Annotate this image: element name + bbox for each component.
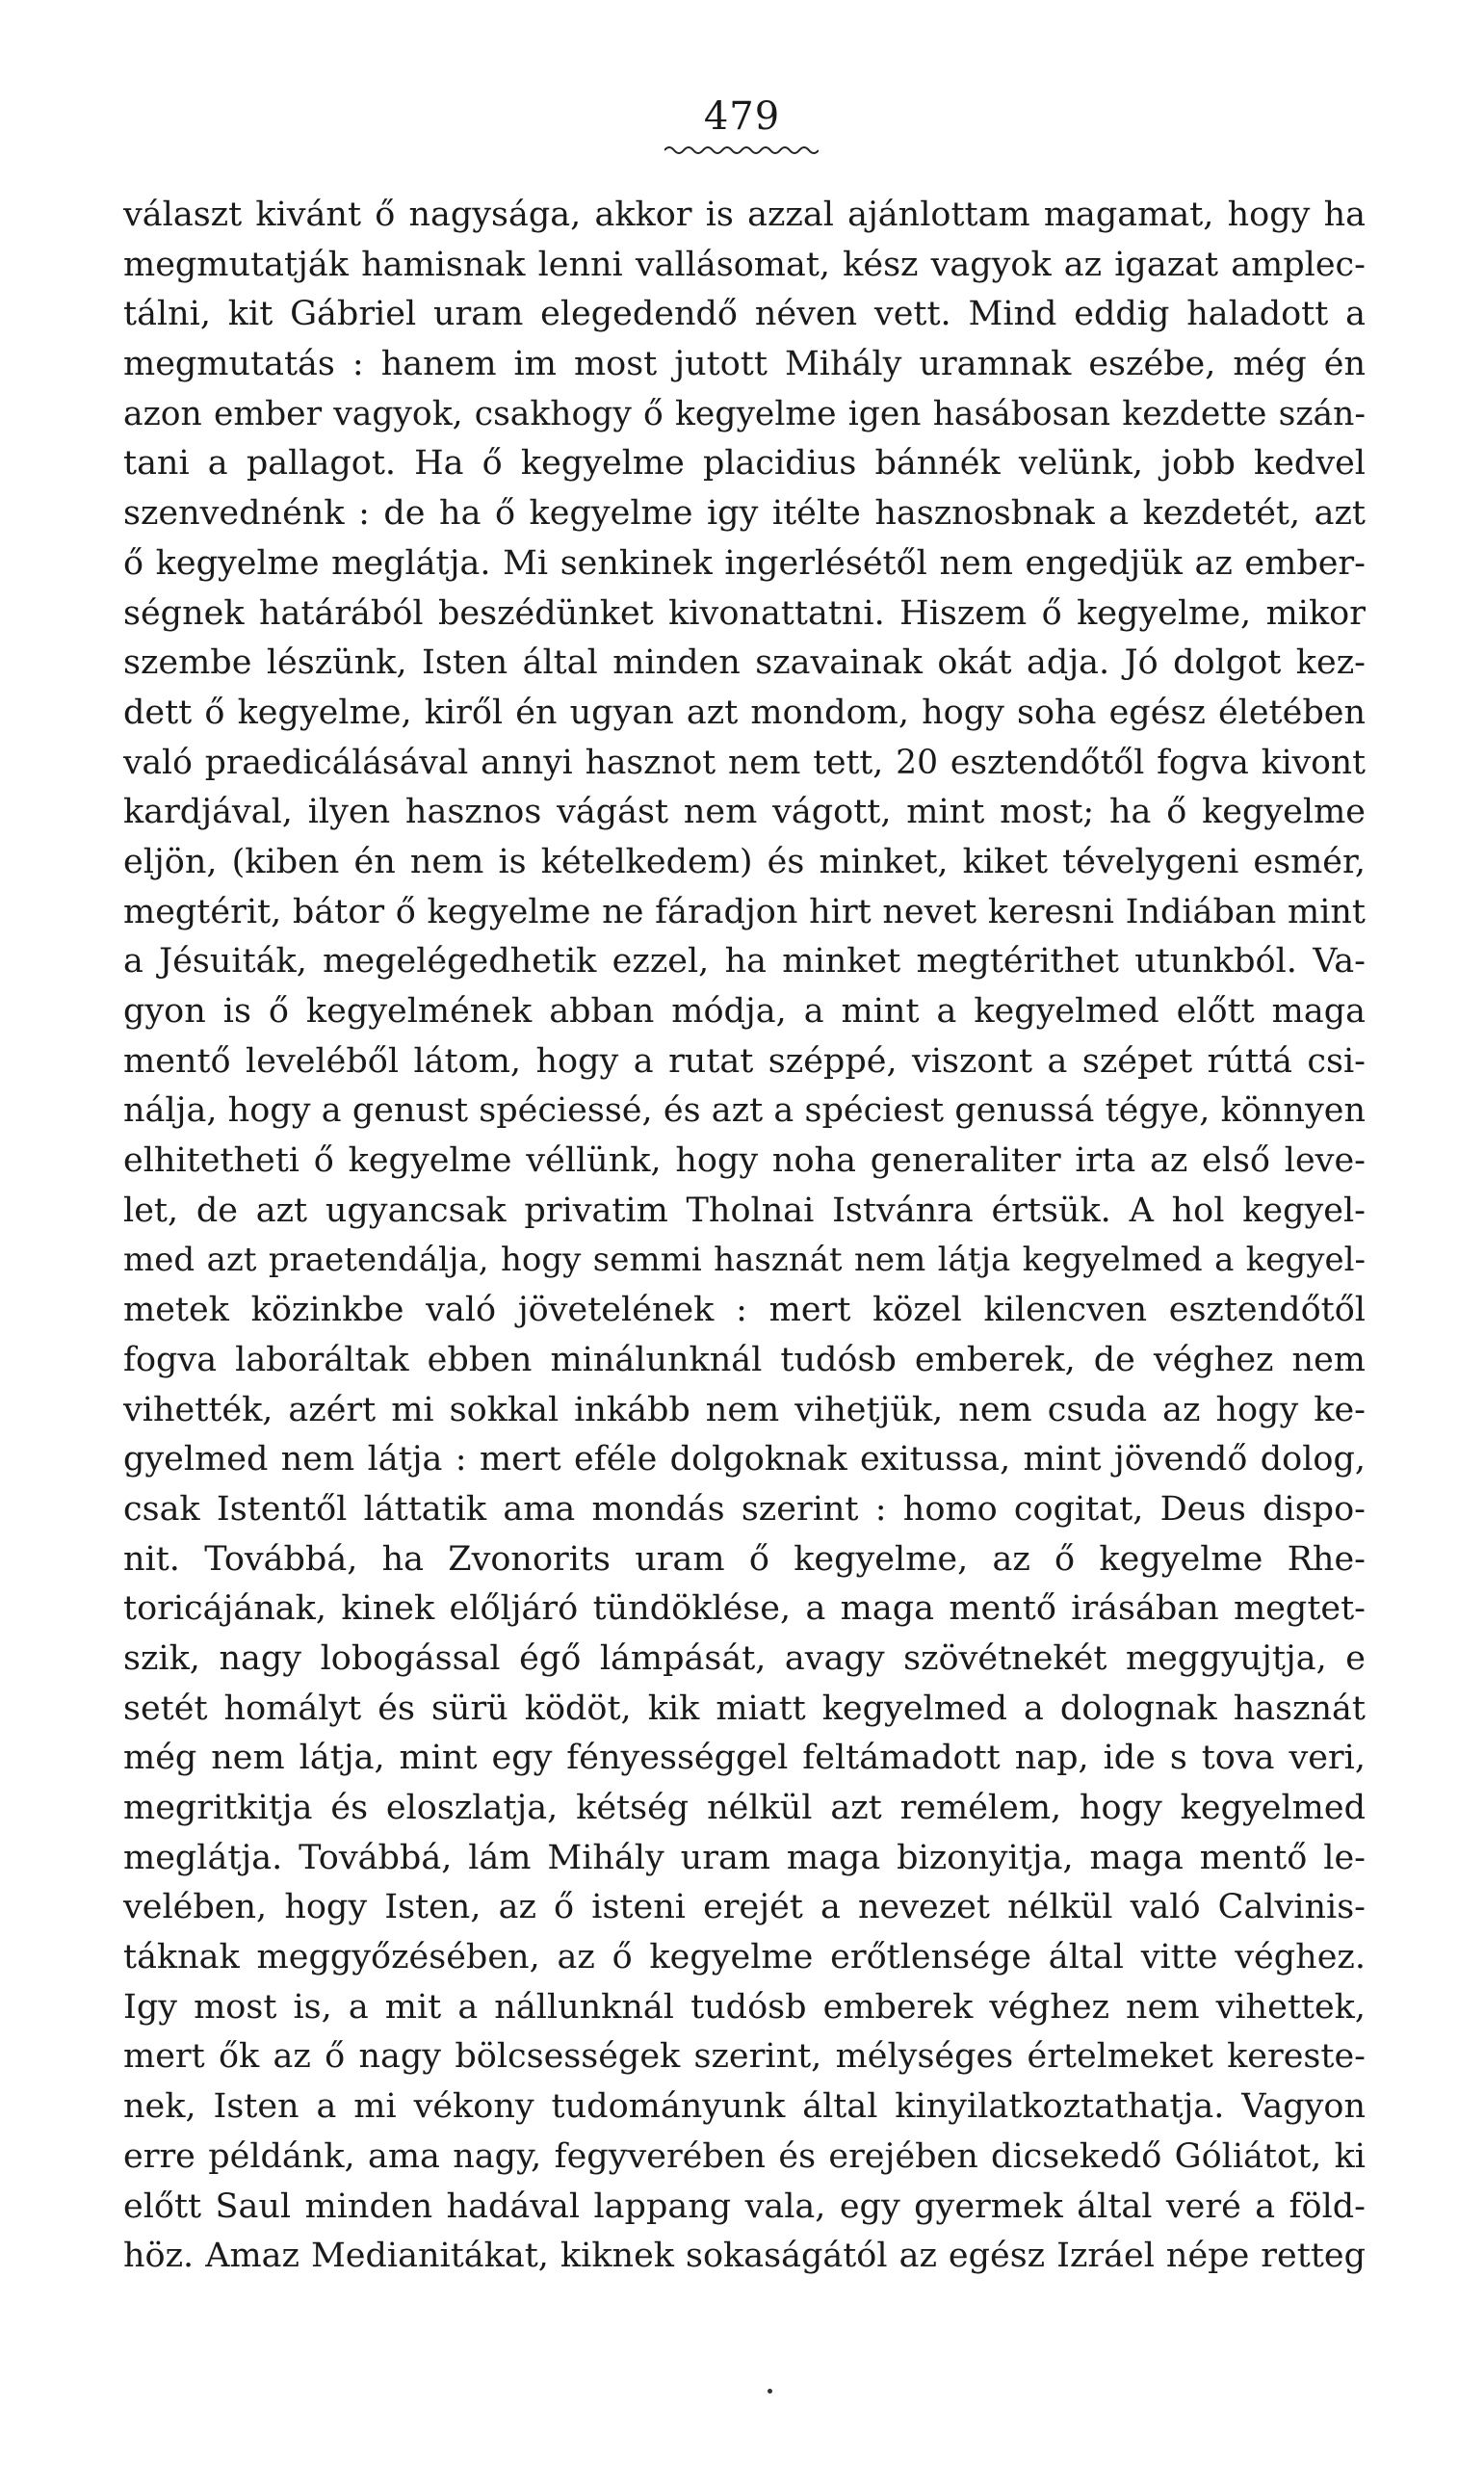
text-line: táknak meggyőzésében, az ő kegyelme erőtlensége által vitte véghez. [123,1938,1366,1977]
text-line: megmutatják hamisnak lenni vallásomat, kész vagyok az igazat amplec- [123,245,1366,284]
text-line: ségnek határából beszédünket kivonattatni. Hiszem ő kegyelme, mikor [123,593,1366,633]
text-line: Igy most is, a mit a nállunknál tudósb emberek véghez nem vihettek, [123,1987,1366,2027]
text-line: nek, Isten a mi vékony tudományunk által kinyilatkoztathatja. Vagyon [123,2087,1366,2127]
text-line: setét homályt és sürü ködöt, kik miatt kegyelmed a dolognak hasznát [123,1689,1366,1728]
page-number: 479 [703,94,781,139]
text-line: kardjával, ilyen hasznos vágást nem vágott, mint most; ha ő kegyelme [123,793,1366,832]
text-line: gyon is ő kegyelmének abban módja, a mint a kegyelmed előtt maga [123,992,1366,1031]
text-line: erre példánk, ama nagy, fegyverében és erejében dicsekedő Góliátot, ki [123,2136,1366,2176]
text-line: vihették, azért mi sokkal inkább nem vihetjük, nem csuda az hogy ke- [123,1390,1366,1429]
text-line: velében, hogy Isten, az ő isteni erejét a nevezet nélkül való Calvinis- [123,1888,1366,1927]
text-line: gyelmed nem látja : mert eféle dolgoknak exitussa, mint jövendő dolog, [123,1440,1366,1479]
text-line: elhitetheti ő kegyelme véllünk, hogy noha generaliter irta az első leve- [123,1141,1366,1181]
text-line: tálni, kit Gábriel uram elegedendő néven vett. Mind eddig haladott a [123,295,1366,334]
text-line: meglátja. Továbbá, lám Mihály uram maga bizonyitja, maga mentő le- [123,1838,1366,1877]
text-line: választ kivánt ő nagysága, akkor is azzal ajánlottam magamat, hogy ha [123,196,1366,234]
text-line: csak Istentől láttatik ama mondás szerint : homo cogitat, Deus dispo- [123,1489,1366,1529]
text-line: előtt Saul minden hadával lappang vala, egy gyermek által veré a föld- [123,2186,1366,2226]
text-line: toricájának, kinek előljáró tündöklése, a maga mentő irásában megtet- [123,1589,1366,1629]
text-line: nálja, hogy a genust spéciessé, és azt a spéciest genussá tégye, könnyen [123,1091,1366,1131]
text-line: szik, nagy lobogással égő lámpását, avagy szövétnekét meggyujtja, e [123,1638,1366,1678]
wavy-underline-ornament [664,143,819,158]
text-line: eljön, (kiben én nem is kételkedem) és minket, kiket tévelygeni esmér, [123,842,1366,881]
text-line: mert ők az ő nagy bölcsességek szerint, mélységes értelmeket kereste- [123,2037,1366,2077]
text-line: fogva laboráltak ebben minálunknál tudósb emberek, de véghez nem [123,1340,1366,1379]
text-line: szenvednénk : de ha ő kegyelme igy itélte hasznosbnak a kezdetét, azt [123,494,1366,534]
text-line: még nem látja, mint egy fényességgel feltámadott nap, ide s tova veri, [123,1739,1366,1778]
body-text [123,191,1366,2282]
text-line: dett ő kegyelme, kiről én ugyan azt mondom, hogy soha egész életében [123,693,1366,732]
text-line: metek közinkbe való jövetelének : mert közel kilencven esztendőtől [123,1291,1366,1330]
text-line: a Jésuiták, megelégedhetik ezzel, ha minket megtérithet utunkból. Va- [123,942,1366,982]
text-line: nit. Továbbá, ha Zvonorits uram ő kegyelme, az ő kegyelme Rhe- [123,1539,1366,1579]
ink-speck [768,2389,772,2394]
text-line: azon ember vagyok, csakhogy ő kegyelme igen hasábosan kezdette szán- [123,394,1366,433]
text-line: med azt praetendálja, hogy semmi hasznát nem látja kegyelmed a kegyel- [123,1241,1366,1280]
text-line: megmutatás : hanem im most jutott Mihály uramnak eszébe, még én [123,345,1366,384]
text-line: höz. Amaz Medianitákat, kiknek sokaságától az egész Izráel népe retteg [123,2237,1366,2276]
text-line: megritkitja és eloszlatja, kétség nélkül azt remélem, hogy kegyelmed [123,1789,1366,1827]
text-line: megtérit, bátor ő kegyelme ne fáradjon hirt nevet keresni Indiában mint [123,892,1366,931]
text-line: tani a pallagot. Ha ő kegyelme placidius bánnék velünk, jobb kedvel [123,444,1366,484]
text-line: szembe lészünk, Isten által minden szavainak okát adja. Jó dolgot kez- [123,643,1366,683]
text-line: való praedicálásával annyi hasznot nem tett, 20 esztendőtől fogva kivont [123,743,1366,782]
text-line: mentő leveléből látom, hogy a rutat széppé, viszont a szépet rúttá csi- [123,1041,1366,1081]
text-line: ő kegyelme meglátja. Mi senkinek ingerlésétől nem engedjük az ember- [123,543,1366,583]
text-line: let, de azt ugyancsak privatim Tholnai Istvánra értsük. A hol kegyel- [123,1191,1366,1230]
